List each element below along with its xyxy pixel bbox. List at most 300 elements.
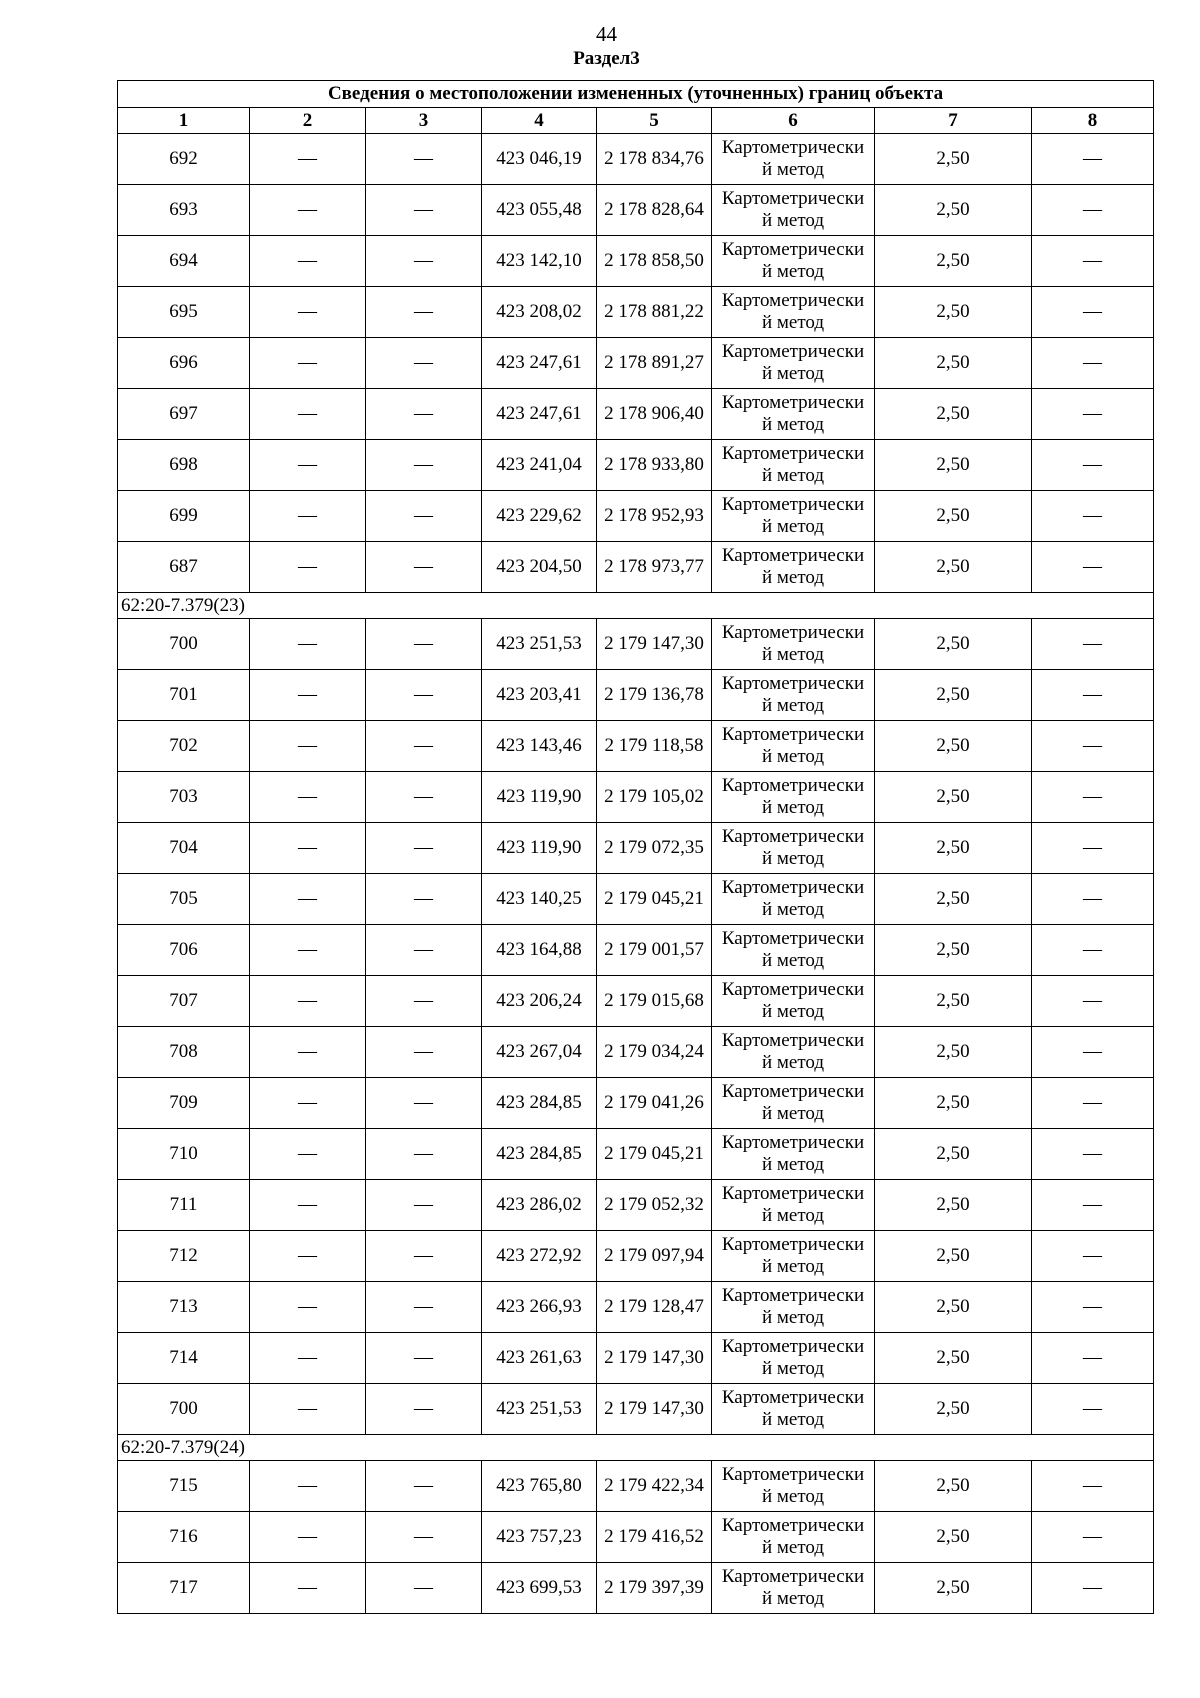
coordinate-x-cell: 423 203,41	[482, 670, 597, 721]
column-3-cell: —	[366, 874, 482, 925]
column-2-cell: —	[250, 1512, 366, 1563]
coordinate-y-cell: 2 179 041,26	[597, 1078, 712, 1129]
table-body	[118, 134, 1154, 1614]
method-text-line-1: Картометрически	[721, 1464, 865, 1485]
coordinate-x-cell: 423 284,85	[482, 1129, 597, 1180]
coordinate-y-cell: 2 179 397,39	[597, 1563, 712, 1614]
point-number-cell: 710	[118, 1129, 250, 1180]
coordinate-y-cell: 2 179 052,32	[597, 1180, 712, 1231]
method-cell	[712, 1333, 875, 1384]
method-cell	[712, 721, 875, 772]
coordinate-x-cell: 423 699,53	[482, 1563, 597, 1614]
column-8-cell: —	[1032, 389, 1154, 440]
method-text-line-1: Картометрически	[721, 545, 865, 566]
table-row	[118, 491, 1154, 542]
method-text-line-1: Картометрически	[721, 1081, 865, 1102]
coordinate-y-cell: 2 179 097,94	[597, 1231, 712, 1282]
table-row	[118, 925, 1154, 976]
method-text-line-1: Картометрически	[721, 494, 865, 515]
point-number-cell: 697	[118, 389, 250, 440]
accuracy-cell: 2,50	[875, 1027, 1032, 1078]
point-number-cell: 698	[118, 440, 250, 491]
column-8-cell: —	[1032, 874, 1154, 925]
point-number-cell: 712	[118, 1231, 250, 1282]
column-2-cell: —	[250, 1563, 366, 1614]
column-header-6: 6	[712, 108, 875, 134]
coordinate-y-cell: 2 178 952,93	[597, 491, 712, 542]
point-number-cell: 715	[118, 1461, 250, 1512]
column-8-cell: —	[1032, 1563, 1154, 1614]
column-3-cell: —	[366, 1231, 482, 1282]
column-8-cell: —	[1032, 1180, 1154, 1231]
column-3-cell: —	[366, 670, 482, 721]
table-caption: Сведения о местоположении измененных (уточненных) границ объекта	[118, 81, 1154, 108]
method-text-line-2: й метод	[761, 1358, 825, 1379]
point-number-cell: 696	[118, 338, 250, 389]
column-2-cell: —	[250, 1333, 366, 1384]
method-text-line-1: Картометрически	[721, 188, 865, 209]
coordinate-x-cell: 423 164,88	[482, 925, 597, 976]
column-2-cell: —	[250, 134, 366, 185]
method-text-line-1: Картометрически	[721, 622, 865, 643]
accuracy-cell: 2,50	[875, 874, 1032, 925]
column-2-cell: —	[250, 1384, 366, 1435]
method-text-line-2: й метод	[761, 1103, 825, 1124]
coordinate-x-cell: 423 286,02	[482, 1180, 597, 1231]
column-2-cell: —	[250, 874, 366, 925]
point-number-cell: 705	[118, 874, 250, 925]
coordinate-y-cell: 2 178 973,77	[597, 542, 712, 593]
coordinate-y-cell: 2 178 881,22	[597, 287, 712, 338]
method-text-line-2: й метод	[761, 1052, 825, 1073]
column-2-cell: —	[250, 925, 366, 976]
accuracy-cell: 2,50	[875, 389, 1032, 440]
table-row	[118, 1231, 1154, 1282]
point-number-cell: 700	[118, 1384, 250, 1435]
column-3-cell: —	[366, 134, 482, 185]
table-row	[118, 874, 1154, 925]
coordinate-y-cell: 2 178 858,50	[597, 236, 712, 287]
method-text-line-2: й метод	[761, 1256, 825, 1277]
column-8-cell: —	[1032, 287, 1154, 338]
column-3-cell: —	[366, 1563, 482, 1614]
coordinate-x-cell: 423 247,61	[482, 338, 597, 389]
method-cell	[712, 440, 875, 491]
column-8-cell: —	[1032, 1512, 1154, 1563]
point-number-cell: 693	[118, 185, 250, 236]
column-3-cell: —	[366, 772, 482, 823]
method-text-line-2: й метод	[761, 1409, 825, 1430]
method-text-line-2: й метод	[761, 1307, 825, 1328]
method-text-line-2: й метод	[761, 312, 825, 333]
accuracy-cell: 2,50	[875, 1512, 1032, 1563]
table-row	[118, 185, 1154, 236]
column-3-cell: —	[366, 1384, 482, 1435]
table-row	[118, 287, 1154, 338]
column-8-cell: —	[1032, 721, 1154, 772]
coordinate-y-cell: 2 179 128,47	[597, 1282, 712, 1333]
method-text-line-1: Картометрически	[721, 1234, 865, 1255]
point-number-cell: 703	[118, 772, 250, 823]
coordinate-y-cell: 2 179 422,34	[597, 1461, 712, 1512]
method-text-line-1: Картометрически	[721, 826, 865, 847]
coordinate-y-cell: 2 179 147,30	[597, 1333, 712, 1384]
coordinate-x-cell: 423 267,04	[482, 1027, 597, 1078]
column-header-2: 2	[250, 108, 366, 134]
coordinate-y-cell: 2 179 001,57	[597, 925, 712, 976]
coordinate-x-cell: 423 261,63	[482, 1333, 597, 1384]
parcel-group-row	[118, 1435, 1154, 1461]
method-cell	[712, 1231, 875, 1282]
coordinate-y-cell: 2 179 034,24	[597, 1027, 712, 1078]
column-8-cell: —	[1032, 440, 1154, 491]
accuracy-cell: 2,50	[875, 491, 1032, 542]
method-text-line-2: й метод	[761, 363, 825, 384]
column-3-cell: —	[366, 976, 482, 1027]
column-2-cell: —	[250, 236, 366, 287]
table-row	[118, 1461, 1154, 1512]
column-3-cell: —	[366, 389, 482, 440]
coordinate-x-cell: 423 142,10	[482, 236, 597, 287]
table-row	[118, 1282, 1154, 1333]
column-3-cell: —	[366, 1282, 482, 1333]
method-cell	[712, 1282, 875, 1333]
method-text-line-2: й метод	[761, 1001, 825, 1022]
column-2-cell: —	[250, 185, 366, 236]
method-text-line-2: й метод	[761, 899, 825, 920]
accuracy-cell: 2,50	[875, 1078, 1032, 1129]
table-row	[118, 823, 1154, 874]
column-header-3: 3	[366, 108, 482, 134]
method-cell	[712, 338, 875, 389]
column-header-5: 5	[597, 108, 712, 134]
column-3-cell: —	[366, 1078, 482, 1129]
method-text-line-1: Картометрически	[721, 1387, 865, 1408]
table-row	[118, 1078, 1154, 1129]
accuracy-cell: 2,50	[875, 925, 1032, 976]
method-text-line-2: й метод	[761, 567, 825, 588]
coordinate-y-cell: 2 178 891,27	[597, 338, 712, 389]
coordinate-x-cell: 423 266,93	[482, 1282, 597, 1333]
method-cell	[712, 823, 875, 874]
accuracy-cell: 2,50	[875, 823, 1032, 874]
method-cell	[712, 389, 875, 440]
method-text-line-1: Картометрически	[721, 1132, 865, 1153]
boundary-coordinates-table	[117, 80, 1154, 1614]
accuracy-cell: 2,50	[875, 1282, 1032, 1333]
coordinate-x-cell: 423 119,90	[482, 823, 597, 874]
point-number-cell: 714	[118, 1333, 250, 1384]
accuracy-cell: 2,50	[875, 772, 1032, 823]
column-3-cell: —	[366, 440, 482, 491]
column-3-cell: —	[366, 619, 482, 670]
column-8-cell: —	[1032, 1384, 1154, 1435]
coordinate-y-cell: 2 179 045,21	[597, 874, 712, 925]
point-number-cell: 709	[118, 1078, 250, 1129]
column-8-cell: —	[1032, 236, 1154, 287]
point-number-cell: 711	[118, 1180, 250, 1231]
column-8-cell: —	[1032, 134, 1154, 185]
coordinate-y-cell: 2 179 416,52	[597, 1512, 712, 1563]
method-cell	[712, 1027, 875, 1078]
coordinate-x-cell: 423 757,23	[482, 1512, 597, 1563]
coordinate-x-cell: 423 143,46	[482, 721, 597, 772]
accuracy-cell: 2,50	[875, 1333, 1032, 1384]
page-number: 44	[596, 22, 617, 46]
column-header-4: 4	[482, 108, 597, 134]
table-header	[118, 81, 1154, 134]
column-2-cell: —	[250, 670, 366, 721]
method-text-line-2: й метод	[761, 210, 825, 231]
method-text-line-1: Картометрически	[721, 290, 865, 311]
table-row	[118, 1129, 1154, 1180]
point-number-cell: 713	[118, 1282, 250, 1333]
method-text-line-2: й метод	[761, 797, 825, 818]
accuracy-cell: 2,50	[875, 976, 1032, 1027]
column-2-cell: —	[250, 1461, 366, 1512]
method-cell	[712, 1563, 875, 1614]
point-number-cell: 695	[118, 287, 250, 338]
parcel-group-label: 62:20-7.379(23)	[118, 593, 1154, 619]
column-2-cell: —	[250, 1282, 366, 1333]
column-2-cell: —	[250, 772, 366, 823]
column-8-cell: —	[1032, 1333, 1154, 1384]
accuracy-cell: 2,50	[875, 338, 1032, 389]
method-text-line-1: Картометрически	[721, 341, 865, 362]
method-text-line-2: й метод	[761, 1537, 825, 1558]
method-text-line-2: й метод	[761, 950, 825, 971]
column-2-cell: —	[250, 721, 366, 772]
coordinate-y-cell: 2 179 147,30	[597, 1384, 712, 1435]
column-8-cell: —	[1032, 670, 1154, 721]
coordinate-y-cell: 2 179 105,02	[597, 772, 712, 823]
column-3-cell: —	[366, 1027, 482, 1078]
point-number-cell: 717	[118, 1563, 250, 1614]
coordinate-x-cell: 423 284,85	[482, 1078, 597, 1129]
method-text-line-2: й метод	[761, 644, 825, 665]
point-number-cell: 716	[118, 1512, 250, 1563]
method-text-line-1: Картометрически	[721, 928, 865, 949]
column-8-cell: —	[1032, 619, 1154, 670]
point-number-cell: 694	[118, 236, 250, 287]
point-number-cell: 708	[118, 1027, 250, 1078]
accuracy-cell: 2,50	[875, 236, 1032, 287]
accuracy-cell: 2,50	[875, 287, 1032, 338]
table-row	[118, 542, 1154, 593]
table-row	[118, 619, 1154, 670]
method-cell	[712, 185, 875, 236]
column-2-cell: —	[250, 1129, 366, 1180]
method-text-line-1: Картометрически	[721, 673, 865, 694]
column-8-cell: —	[1032, 772, 1154, 823]
method-text-line-1: Картометрически	[721, 1285, 865, 1306]
column-3-cell: —	[366, 1461, 482, 1512]
table-row	[118, 1027, 1154, 1078]
method-cell	[712, 1512, 875, 1563]
column-2-cell: —	[250, 491, 366, 542]
column-3-cell: —	[366, 721, 482, 772]
column-3-cell: —	[366, 542, 482, 593]
column-2-cell: —	[250, 1231, 366, 1282]
method-text-line-1: Картометрически	[721, 724, 865, 745]
coordinate-y-cell: 2 179 072,35	[597, 823, 712, 874]
column-8-cell: —	[1032, 1027, 1154, 1078]
method-cell	[712, 491, 875, 542]
method-text-line-1: Картометрически	[721, 239, 865, 260]
table-row	[118, 440, 1154, 491]
column-3-cell: —	[366, 491, 482, 542]
point-number-cell: 704	[118, 823, 250, 874]
table-row	[118, 1512, 1154, 1563]
column-2-cell: —	[250, 440, 366, 491]
method-text-line-2: й метод	[761, 1154, 825, 1175]
table-row	[118, 1333, 1154, 1384]
method-text-line-2: й метод	[761, 695, 825, 716]
coordinate-x-cell: 423 206,24	[482, 976, 597, 1027]
method-cell	[712, 542, 875, 593]
column-2-cell: —	[250, 976, 366, 1027]
accuracy-cell: 2,50	[875, 721, 1032, 772]
method-text-line-2: й метод	[761, 465, 825, 486]
column-8-cell: —	[1032, 976, 1154, 1027]
column-2-cell: —	[250, 542, 366, 593]
method-text-line-1: Картометрически	[721, 775, 865, 796]
method-cell	[712, 670, 875, 721]
point-number-cell: 699	[118, 491, 250, 542]
column-8-cell: —	[1032, 1129, 1154, 1180]
column-3-cell: —	[366, 287, 482, 338]
table-row	[118, 134, 1154, 185]
method-text-line-2: й метод	[761, 1588, 825, 1609]
column-header-8: 8	[1032, 108, 1154, 134]
column-2-cell: —	[250, 823, 366, 874]
column-2-cell: —	[250, 1078, 366, 1129]
table-row	[118, 1384, 1154, 1435]
column-2-cell: —	[250, 1180, 366, 1231]
method-text-line-2: й метод	[761, 1205, 825, 1226]
method-cell	[712, 1129, 875, 1180]
accuracy-cell: 2,50	[875, 1384, 1032, 1435]
coordinate-y-cell: 2 179 118,58	[597, 721, 712, 772]
table-row	[118, 772, 1154, 823]
point-number-cell: 701	[118, 670, 250, 721]
table-row	[118, 389, 1154, 440]
column-3-cell: —	[366, 1512, 482, 1563]
coordinate-x-cell: 423 055,48	[482, 185, 597, 236]
coordinate-x-cell: 423 204,50	[482, 542, 597, 593]
coordinate-x-cell: 423 251,53	[482, 619, 597, 670]
method-cell	[712, 1384, 875, 1435]
method-text-line-1: Картометрически	[721, 1030, 865, 1051]
column-3-cell: —	[366, 823, 482, 874]
column-2-cell: —	[250, 338, 366, 389]
accuracy-cell: 2,50	[875, 1129, 1032, 1180]
column-8-cell: —	[1032, 542, 1154, 593]
column-8-cell: —	[1032, 338, 1154, 389]
method-text-line-1: Картометрически	[721, 1183, 865, 1204]
accuracy-cell: 2,50	[875, 185, 1032, 236]
method-text-line-1: Картометрически	[721, 877, 865, 898]
method-text-line-2: й метод	[761, 159, 825, 180]
point-number-cell: 687	[118, 542, 250, 593]
accuracy-cell: 2,50	[875, 1231, 1032, 1282]
column-8-cell: —	[1032, 1078, 1154, 1129]
point-number-cell: 700	[118, 619, 250, 670]
accuracy-cell: 2,50	[875, 619, 1032, 670]
accuracy-cell: 2,50	[875, 1461, 1032, 1512]
coordinate-y-cell: 2 179 015,68	[597, 976, 712, 1027]
section-title: Раздел3	[573, 48, 640, 69]
table-row	[118, 1180, 1154, 1231]
coordinate-y-cell: 2 178 828,64	[597, 185, 712, 236]
coordinate-x-cell: 423 241,04	[482, 440, 597, 491]
column-header-1: 1	[118, 108, 250, 134]
method-text-line-1: Картометрически	[721, 979, 865, 1000]
coordinate-x-cell: 423 229,62	[482, 491, 597, 542]
coordinate-y-cell: 2 179 136,78	[597, 670, 712, 721]
method-text-line-1: Картометрически	[721, 137, 865, 158]
method-cell	[712, 236, 875, 287]
accuracy-cell: 2,50	[875, 134, 1032, 185]
column-8-cell: —	[1032, 1231, 1154, 1282]
method-cell	[712, 1180, 875, 1231]
point-number-cell: 692	[118, 134, 250, 185]
column-3-cell: —	[366, 236, 482, 287]
column-2-cell: —	[250, 1027, 366, 1078]
column-8-cell: —	[1032, 185, 1154, 236]
point-number-cell: 707	[118, 976, 250, 1027]
column-8-cell: —	[1032, 823, 1154, 874]
parcel-group-label: 62:20-7.379(24)	[118, 1435, 1154, 1461]
column-2-cell: —	[250, 287, 366, 338]
table-row	[118, 1563, 1154, 1614]
method-text-line-1: Картометрически	[721, 443, 865, 464]
coordinate-y-cell: 2 178 834,76	[597, 134, 712, 185]
method-cell	[712, 1461, 875, 1512]
column-3-cell: —	[366, 1129, 482, 1180]
table-row	[118, 976, 1154, 1027]
coordinate-x-cell: 423 247,61	[482, 389, 597, 440]
column-3-cell: —	[366, 1180, 482, 1231]
accuracy-cell: 2,50	[875, 1180, 1032, 1231]
method-cell	[712, 619, 875, 670]
coordinate-x-cell: 423 119,90	[482, 772, 597, 823]
point-number-cell: 706	[118, 925, 250, 976]
coordinate-x-cell: 423 046,19	[482, 134, 597, 185]
method-text-line-2: й метод	[761, 414, 825, 435]
table-row	[118, 236, 1154, 287]
column-3-cell: —	[366, 185, 482, 236]
method-cell	[712, 925, 875, 976]
column-8-cell: —	[1032, 925, 1154, 976]
method-text-line-2: й метод	[761, 848, 825, 869]
method-cell	[712, 772, 875, 823]
coordinate-y-cell: 2 178 933,80	[597, 440, 712, 491]
method-text-line-1: Картометрически	[721, 392, 865, 413]
column-3-cell: —	[366, 925, 482, 976]
coordinate-y-cell: 2 179 147,30	[597, 619, 712, 670]
method-text-line-1: Картометрически	[721, 1336, 865, 1357]
column-8-cell: —	[1032, 491, 1154, 542]
method-text-line-2: й метод	[761, 1486, 825, 1507]
column-header-7: 7	[875, 108, 1032, 134]
accuracy-cell: 2,50	[875, 670, 1032, 721]
column-3-cell: —	[366, 338, 482, 389]
method-text-line-2: й метод	[761, 261, 825, 282]
column-3-cell: —	[366, 1333, 482, 1384]
method-text-line-2: й метод	[761, 516, 825, 537]
method-text-line-1: Картометрически	[721, 1566, 865, 1587]
